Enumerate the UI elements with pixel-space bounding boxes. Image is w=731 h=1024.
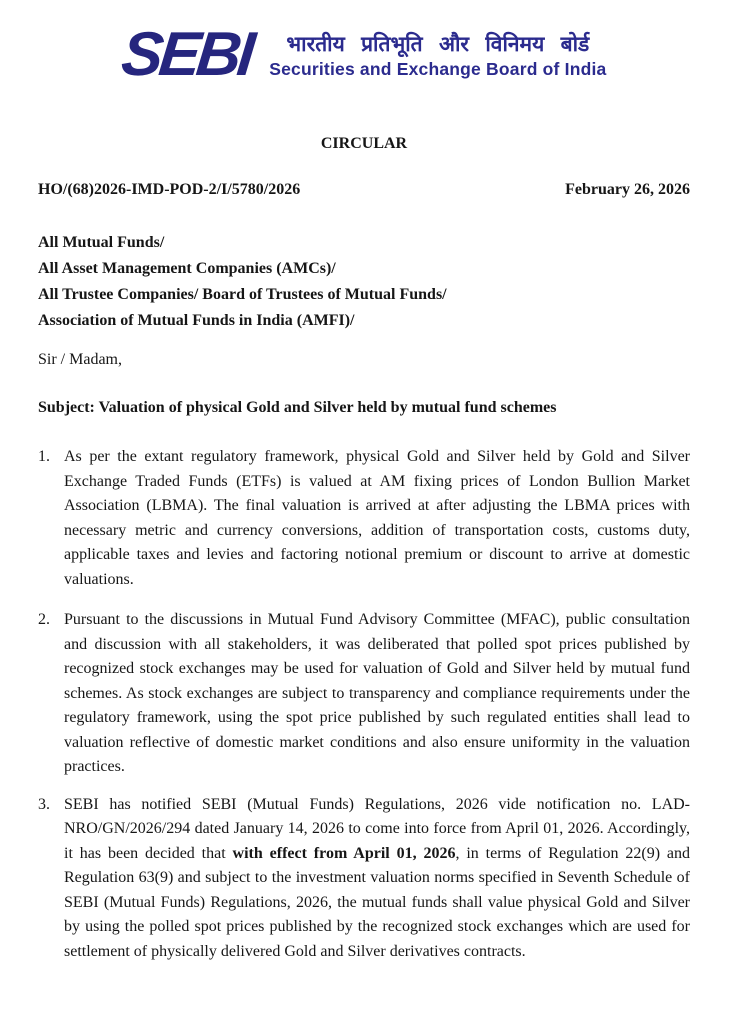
sebi-logo-header	[38, 20, 690, 90]
paragraph-number: 3.	[38, 795, 50, 813]
paragraph-number: 2.	[38, 611, 50, 628]
paragraph-3	[38, 793, 690, 965]
paragraph-number: 1.	[38, 448, 50, 465]
paragraph-2	[38, 608, 690, 780]
paragraph-text-segment: , in terms of Regulation 22(9) and Regulation 63(9) and subject to the investment valuation norms specified in Seventh Schedule of SEBI (Mutual Funds) Regulations, 2026, the mutual funds shall value physical Gold and Silver by using the polled spot prices published by the recognized stock exchanges which are used for settlement of physically delivered Gold and Silver derivatives contracts.	[64, 844, 691, 960]
sebi-logo-icon: SEBI	[117, 20, 254, 89]
salutation: Sir / Madam,	[38, 351, 122, 368]
org-name-block	[269, 31, 606, 80]
paragraph-text	[64, 793, 690, 965]
org-name-english: Securities and Exchange Board of India	[269, 58, 607, 79]
paragraph-text: As per the extant regulatory framework, physical Gold and Silver held by Gold and Silver Exchange Traded Funds (ETFs) is valued at AM fixing prices of London Bullion Market Association (LBMA). The final valuation is arrived at after adjusting the LBMA prices with necessary metric and currency conversions, addition of transportation costs, customs duty, applicable taxes and levies and factoring notional premium or discount to arrive at domestic valuations.	[64, 448, 690, 588]
addressee-line: All Asset Management Companies (AMCs)/	[38, 260, 336, 277]
paragraph-text: Pursuant to the discussions in Mutual Fund Advisory Committee (MFAC), public consultation and discussion with all stakeholders, it was deliberated that polled spot prices published by recognized stock exchanges may be used for valuation of Gold and Silver held by mutual fund schemes. As stock exchanges are subject to transparency and compliance requirements under the regulatory framework, using the spot price published by such regulated entities shall lead to valuation reflective of domestic market conditions and also ensure uniformity in the valuation practices.	[64, 611, 690, 775]
circular-date: February 26, 2026	[565, 181, 690, 198]
addressee-list	[38, 230, 690, 334]
subject-line: Subject: Valuation of physical Gold and Silver held by mutual fund schemes	[38, 399, 557, 416]
addressee-line: Association of Mutual Funds in India (AMFI)/	[38, 312, 355, 329]
paragraph-bold-segment: with effect from April 01, 2026	[232, 844, 456, 862]
reference-number: HO/(68)2026-IMD-POD-2/I/5780/2026	[38, 181, 301, 198]
reference-row	[38, 180, 690, 199]
addressee-line: All Trustee Companies/ Board of Trustees of Mutual Funds/	[38, 286, 447, 303]
paragraph-1	[38, 445, 690, 592]
org-name-hindi: भारतीय प्रतिभूति और विनिमय बोर्ड	[286, 31, 590, 56]
circular-title: CIRCULAR	[320, 135, 408, 152]
paragraph-text-segment: SEBI has notified SEBI (Mutual Funds) Regulations, 2026 vide notification no. LAD-NRO/GN/2026/294 dated January 14, 2026 to come into force from April 01, 2026. Accordingly, it has been decided that	[64, 795, 690, 862]
addressee-line: All Mutual Funds/	[38, 234, 165, 251]
